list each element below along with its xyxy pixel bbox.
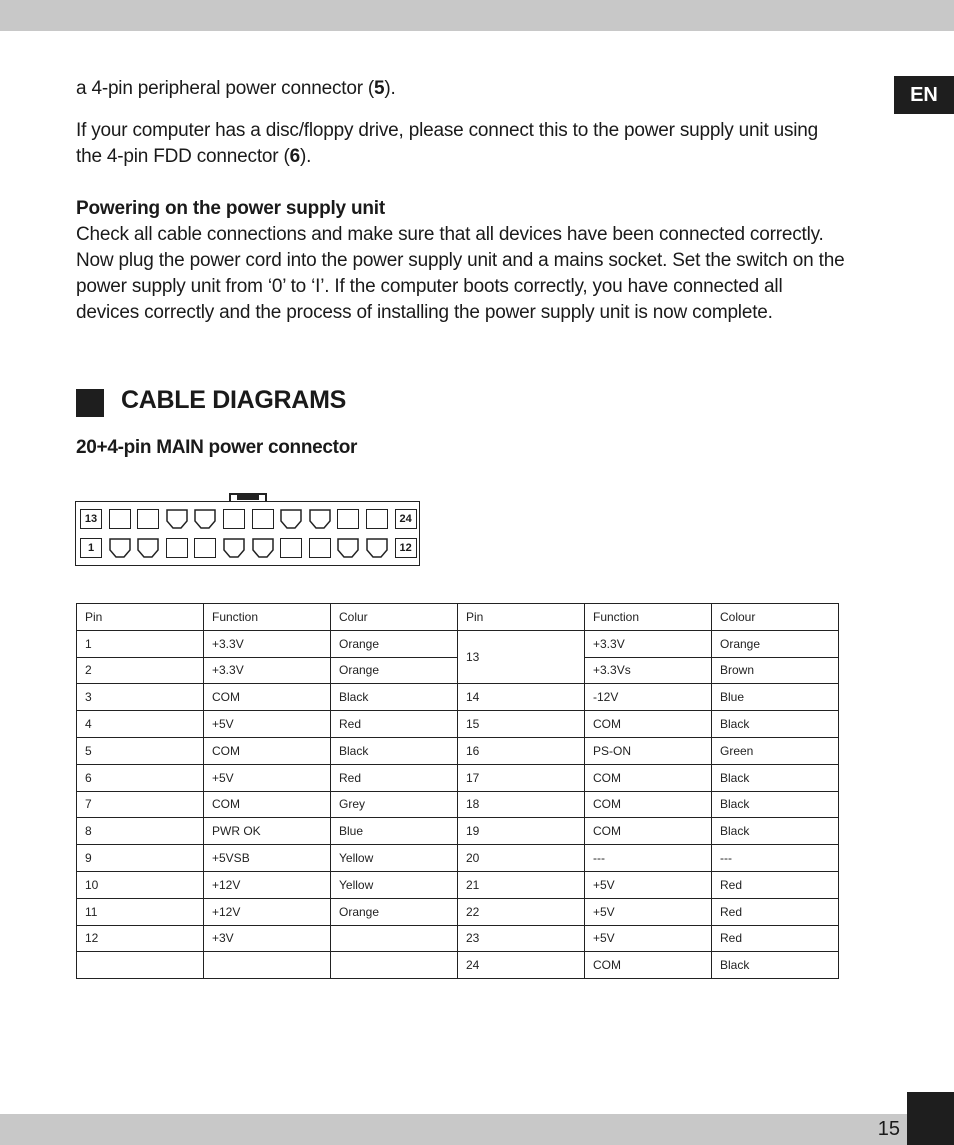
p1-ref: 5 xyxy=(374,78,385,99)
column-header: Colour xyxy=(712,604,839,631)
rounded-pin xyxy=(280,509,302,529)
table-cell: 1 xyxy=(77,630,204,657)
table-cell: Black xyxy=(712,711,839,738)
table-cell: +3.3V xyxy=(204,657,331,684)
intro-paragraph-2 xyxy=(76,118,846,170)
powering-on-heading: Powering on the power supply unit xyxy=(76,198,386,219)
table-row xyxy=(77,764,839,791)
table-cell: COM xyxy=(585,818,712,845)
p2-end: ). xyxy=(299,146,312,167)
table-row xyxy=(77,845,839,872)
table-cell: +3.3V xyxy=(585,630,712,657)
table-cell: Red xyxy=(712,925,839,952)
table-cell: 8 xyxy=(77,818,204,845)
section-title: CABLE DIAGRAMS xyxy=(121,386,346,414)
table-cell: +3.3V xyxy=(204,630,331,657)
table-cell: 13 xyxy=(458,630,585,684)
table-cell: +5V xyxy=(204,711,331,738)
table-cell: 23 xyxy=(458,925,585,952)
powering-on-section xyxy=(76,196,846,326)
section-marker xyxy=(76,389,104,417)
rounded-pin xyxy=(366,538,388,558)
connector-latch-tab xyxy=(237,495,259,500)
square-pin xyxy=(223,509,245,529)
table-cell: Orange xyxy=(331,630,458,657)
rounded-pin xyxy=(109,538,131,558)
table-cell: +12V xyxy=(204,871,331,898)
table-cell: Red xyxy=(331,711,458,738)
table-row xyxy=(77,898,839,925)
table-cell: 21 xyxy=(458,871,585,898)
table-cell xyxy=(331,952,458,979)
square-pin xyxy=(309,538,331,558)
pin-number-label: 24 xyxy=(395,509,417,529)
page-number: 15 xyxy=(877,1118,900,1140)
table-cell: PS-ON xyxy=(585,737,712,764)
table-row xyxy=(77,791,839,818)
table-cell: COM xyxy=(204,737,331,764)
rounded-pin xyxy=(223,538,245,558)
table-row xyxy=(77,925,839,952)
table-cell: Black xyxy=(712,764,839,791)
table-cell xyxy=(77,952,204,979)
table-header-row xyxy=(77,604,839,631)
table-cell: 11 xyxy=(77,898,204,925)
table-cell xyxy=(204,952,331,979)
table-cell: 24 xyxy=(458,952,585,979)
table-cell: 15 xyxy=(458,711,585,738)
table-cell: +3.3Vs xyxy=(585,657,712,684)
table-row xyxy=(77,952,839,979)
table-cell: Yellow xyxy=(331,845,458,872)
square-pin xyxy=(280,538,302,558)
table-cell: 19 xyxy=(458,818,585,845)
table-row xyxy=(77,711,839,738)
column-header: Pin xyxy=(458,604,585,631)
table-cell: 12 xyxy=(77,925,204,952)
table-cell: +5V xyxy=(585,871,712,898)
table-cell xyxy=(331,925,458,952)
table-cell: 22 xyxy=(458,898,585,925)
table-cell: PWR OK xyxy=(204,818,331,845)
table-cell: Orange xyxy=(712,630,839,657)
column-header: Function xyxy=(585,604,712,631)
table-cell: +3V xyxy=(204,925,331,952)
table-cell: COM xyxy=(204,791,331,818)
column-header: Function xyxy=(204,604,331,631)
square-pin xyxy=(166,538,188,558)
language-tab: EN xyxy=(894,76,954,114)
table-cell: Yellow xyxy=(331,871,458,898)
table-cell: Blue xyxy=(712,684,839,711)
column-header: Pin xyxy=(77,604,204,631)
p1-text: a 4-pin peripheral power connector ( xyxy=(76,78,375,99)
table-cell: 7 xyxy=(77,791,204,818)
table-cell: Orange xyxy=(331,898,458,925)
square-pin xyxy=(137,509,159,529)
table-cell: COM xyxy=(585,764,712,791)
column-header: Colur xyxy=(331,604,458,631)
rounded-pin xyxy=(166,509,188,529)
table-row xyxy=(77,818,839,845)
table-cell: --- xyxy=(585,845,712,872)
pin-number-label: 12 xyxy=(395,538,417,558)
table-cell: 17 xyxy=(458,764,585,791)
table-cell: 20 xyxy=(458,845,585,872)
table-cell: Black xyxy=(712,791,839,818)
square-pin xyxy=(109,509,131,529)
table-cell: 18 xyxy=(458,791,585,818)
table-cell: +12V xyxy=(204,898,331,925)
page-number-block xyxy=(907,1092,954,1145)
table-cell: 2 xyxy=(77,657,204,684)
table-cell: COM xyxy=(585,952,712,979)
table-cell: Red xyxy=(712,871,839,898)
square-pin xyxy=(252,509,274,529)
rounded-pin xyxy=(194,509,216,529)
table-cell: Black xyxy=(331,737,458,764)
pin-number-label: 1 xyxy=(80,538,102,558)
pinout-table xyxy=(76,603,839,979)
table-cell: Black xyxy=(331,684,458,711)
table-cell: --- xyxy=(712,845,839,872)
table-cell: Orange xyxy=(331,657,458,684)
table-cell: 3 xyxy=(77,684,204,711)
table-cell: COM xyxy=(204,684,331,711)
table-cell: Red xyxy=(712,898,839,925)
table-cell: 16 xyxy=(458,737,585,764)
table-cell: 10 xyxy=(77,871,204,898)
rounded-pin xyxy=(252,538,274,558)
table-row xyxy=(77,630,839,657)
rounded-pin xyxy=(309,509,331,529)
table-row xyxy=(77,737,839,764)
table-cell: COM xyxy=(585,791,712,818)
table-cell: 5 xyxy=(77,737,204,764)
intro-paragraph-1 xyxy=(76,76,846,102)
rounded-pin xyxy=(337,538,359,558)
table-cell: COM xyxy=(585,711,712,738)
table-cell: 4 xyxy=(77,711,204,738)
square-pin xyxy=(194,538,216,558)
p2-text: If your computer has a disc/floppy drive, please connect this to the power supply unit using the 4-pin FDD connector ( xyxy=(76,120,819,167)
table-cell: Blue xyxy=(331,818,458,845)
bottom-band xyxy=(0,1114,954,1145)
table-cell: Brown xyxy=(712,657,839,684)
top-band xyxy=(0,0,954,31)
table-cell: +5V xyxy=(585,925,712,952)
table-cell: -12V xyxy=(585,684,712,711)
table-cell: +5VSB xyxy=(204,845,331,872)
table-cell: Red xyxy=(331,764,458,791)
table-cell: Black xyxy=(712,952,839,979)
table-row xyxy=(77,684,839,711)
square-pin xyxy=(337,509,359,529)
table-cell: Green xyxy=(712,737,839,764)
p2-ref: 6 xyxy=(289,146,300,167)
table-cell: +5V xyxy=(585,898,712,925)
powering-on-body: Check all cable connections and make sure that all devices have been connected correctly. Now plug the power cord into the power supply unit and a mains socket. Set the switch on the power supply unit from ‘0’ to ‘I’. If the computer boots correctly, you have connected all devices correctly and the process of installing the power supply unit is now complete. xyxy=(76,224,845,323)
table-cell: +5V xyxy=(204,764,331,791)
p1-end: ). xyxy=(384,78,396,99)
table-cell: Grey xyxy=(331,791,458,818)
table-cell: Black xyxy=(712,818,839,845)
table-row xyxy=(77,871,839,898)
pin-number-label: 13 xyxy=(80,509,102,529)
table-cell: 6 xyxy=(77,764,204,791)
rounded-pin xyxy=(137,538,159,558)
table-cell: 14 xyxy=(458,684,585,711)
table-cell: 9 xyxy=(77,845,204,872)
square-pin xyxy=(366,509,388,529)
connector-subtitle: 20+4-pin MAIN power connector xyxy=(76,437,358,458)
